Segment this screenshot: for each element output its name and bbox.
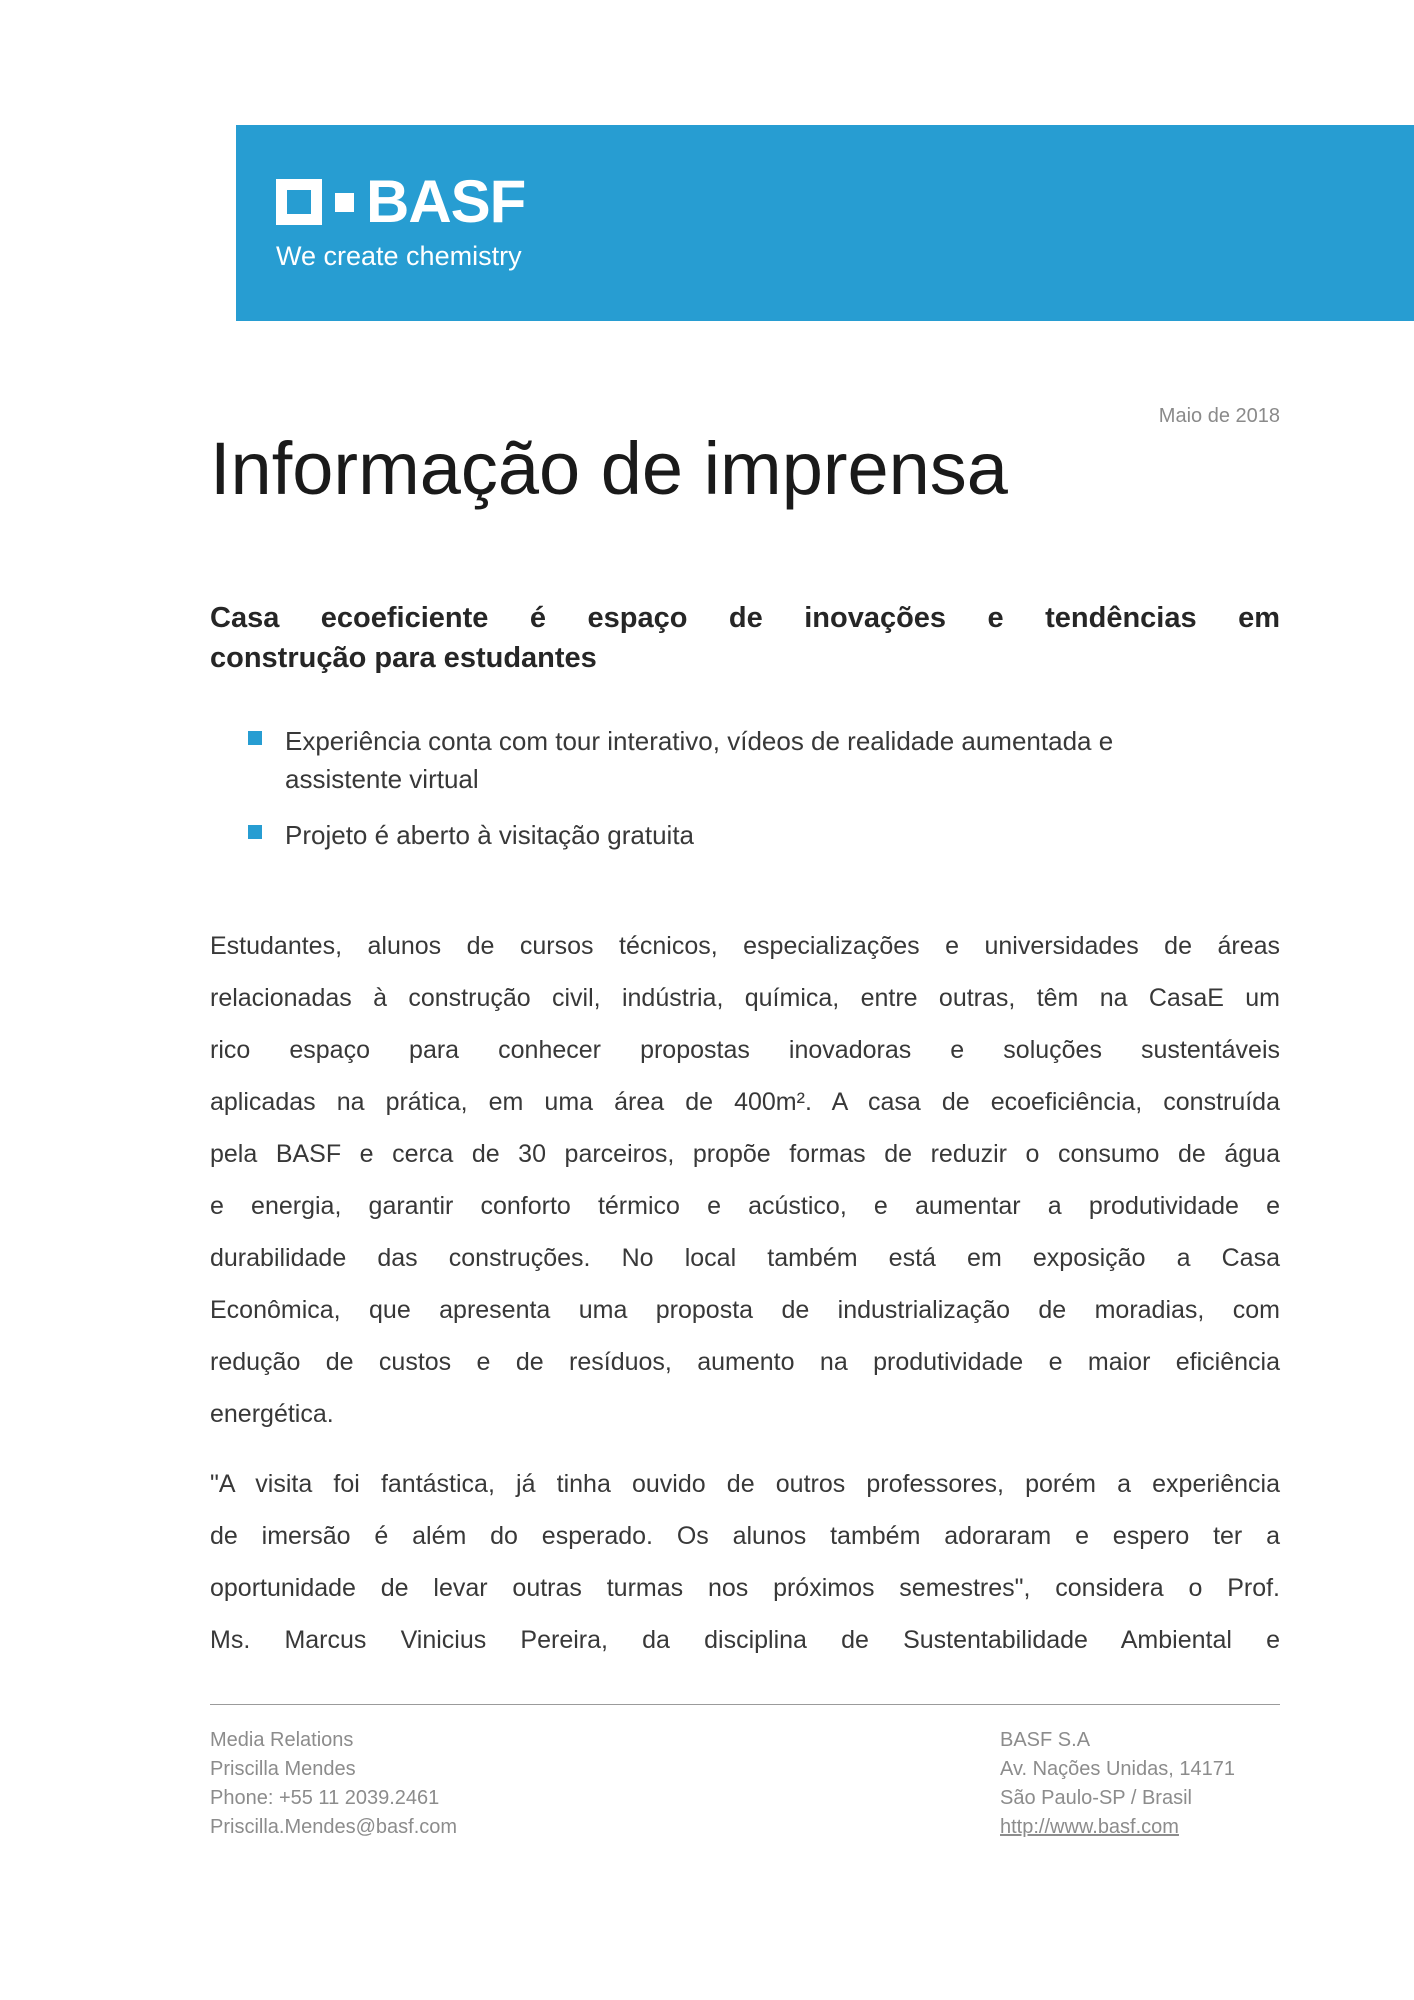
body-paragraph — [210, 920, 1280, 1440]
text-line: "A visita foi fantástica, já tinha ouvido de outros professores, porém a experiência — [210, 1470, 1280, 1498]
text-line: pela BASF e cerca de 30 parceiros, propõe formas de reduzir o consumo de água — [210, 1140, 1280, 1168]
basf-tagline: We create chemistry — [276, 241, 522, 271]
text-line: assistente virtual — [285, 764, 479, 794]
text-line: aplicadas na prática, em uma área de 400m². A casa de ecoeficiência, construída — [210, 1088, 1280, 1116]
footer-line: Av. Nações Unidas, 14171 — [1000, 1758, 1235, 1780]
footer-line: BASF S.A — [1000, 1729, 1091, 1751]
text-line: rico espaço para conhecer propostas inovadoras e soluções sustentáveis — [210, 1036, 1280, 1064]
footer-line: São Paulo-SP / Brasil — [1000, 1787, 1192, 1809]
basf-logo — [276, 168, 526, 235]
list-item — [210, 722, 1280, 798]
article-heading — [210, 598, 1280, 678]
company-address-block — [1000, 1726, 1235, 1842]
list-item — [210, 816, 1280, 854]
basf-header-band — [236, 125, 1414, 321]
basf-logo-square-outline-icon — [276, 179, 322, 225]
page-title: Informação de imprensa — [210, 427, 1008, 510]
text-line: Ms. Marcus Vinicius Pereira, da disciplina de Sustentabilidade Ambiental e — [210, 1626, 1280, 1654]
text-line: durabilidade das construções. No local também está em exposição a Casa — [210, 1244, 1280, 1272]
footer-line: Media Relations — [210, 1729, 354, 1751]
text-line: Econômica, que apresenta uma proposta de industrialização de moradias, com — [210, 1296, 1280, 1324]
text-line: relacionadas à construção civil, indústria, química, entre outras, têm na CasaE um — [210, 984, 1280, 1012]
text-line: de imersão é além do esperado. Os alunos também adoraram e espero ter a — [210, 1522, 1280, 1550]
text-line: Estudantes, alunos de cursos técnicos, especializações e universidades de áreas — [210, 932, 1280, 960]
media-contact-block — [210, 1726, 457, 1842]
basf-logo-mark — [276, 168, 526, 235]
basf-website-link[interactable]: http://www.basf.com — [1000, 1816, 1179, 1838]
basf-logo-text: BASF — [366, 168, 526, 235]
bullet-square-icon — [248, 825, 262, 839]
text-line: redução de custos e de resíduos, aumento na produtividade e maior eficiência — [210, 1348, 1280, 1376]
text-line: e energia, garantir conforto térmico e acústico, e aumentar a produtividade e — [210, 1192, 1280, 1220]
footer-line: Phone: +55 11 2039.2461 — [210, 1787, 440, 1809]
basf-logo-square-filled-icon — [335, 193, 354, 212]
footer-line: Priscilla Mendes — [210, 1758, 356, 1780]
text-line: oportunidade de levar outras turmas nos próximos semestres", considera o Prof. — [210, 1574, 1280, 1602]
text-line: Experiência conta com tour interativo, vídeos de realidade aumentada e — [285, 726, 1114, 756]
text-line: energética. — [210, 1400, 334, 1428]
footer-divider — [210, 1704, 1280, 1705]
press-date: Maio de 2018 — [1158, 405, 1280, 427]
text-line: construção para estudantes — [210, 642, 597, 674]
text-line: Projeto é aberto à visitação gratuita — [285, 820, 695, 850]
bullet-text — [285, 722, 1280, 798]
text-line: Casa ecoeficiente é espaço de inovações e tendências em — [210, 602, 1280, 634]
bullet-square-icon — [248, 731, 262, 745]
bullet-text — [285, 816, 1280, 854]
highlights-list — [210, 722, 1280, 872]
body-paragraph — [210, 1458, 1280, 1666]
footer-line: Priscilla.Mendes@basf.com — [210, 1816, 458, 1838]
